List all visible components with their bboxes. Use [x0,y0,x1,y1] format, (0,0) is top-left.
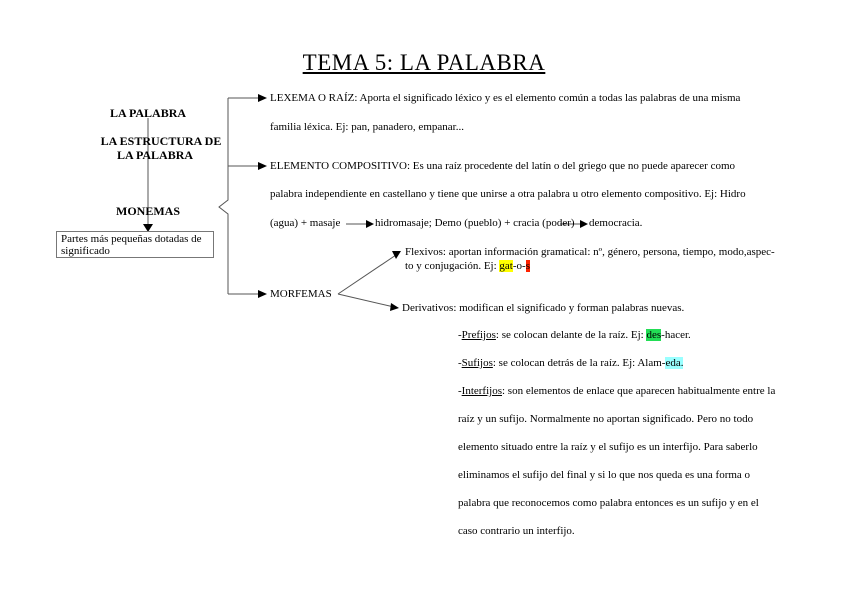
compositivo-line1: ELEMENTO COMPOSITIVO: Es una raíz procedente del latín o del griego que no puede aparecer como [270,160,736,172]
compositivo-line3c: democracia. [589,217,643,229]
lexema-line1: LEXEMA O RAÍZ: Aporta el significado léxico y es el elemento común a todas las palabras de una misma [270,92,741,104]
compositivo-line3a: (agua) + masaje [270,217,341,229]
sufijos-line: -Sufijos: se colocan detrás de la raíz. Ej: Alam-eda. [458,357,684,369]
example-s: s [525,260,530,272]
page-title: TEMA 5: LA PALABRA [302,50,546,75]
interfijos-line3: elemento situado entre la raíz y el sufijo es un interfijo. Para saberlo [458,441,758,453]
lexema-line2: familia léxica. Ej: pan, panadero, empanar... [270,121,464,133]
monemas-definition-box: Partes más pequeñas dotadas de significado [56,231,214,258]
label-estructura-line2: LA PALABRA [116,148,194,162]
compositivo-line2: palabra independiente en castellano y tiene que unirse a otra palabra u otro elemento compositivo. Ej: Hidro [270,188,746,200]
interfijos-line2: raíz y un sufijo. Normalmente no aportan significado. Pero no todo [458,413,754,425]
interfijos-line1: -Interfijos: son elementos de enlace que aparecen habitualmente entre la [458,385,776,397]
flexivos-line2: to y conjugación. Ej: gat-o-s [405,260,530,272]
interfijos-line5: palabra que reconocemos como palabra entonces es un sufijo y en el [458,497,759,509]
label-monemas: MONEMAS [116,204,180,218]
interfijos-line6: caso contrario un interfijo. [458,525,575,537]
interfijos-line4: eliminamos el sufijo del final y si lo que nos queda es una forma o [458,469,751,481]
flexivos-line1: Flexivos: aportan información gramatical: nº, género, persona, tiempo, modo,aspec- [405,246,775,258]
label-la-palabra: LA PALABRA [109,106,187,120]
example-gat: gat [499,260,513,272]
compositivo-line3b: hidromasaje; Demo (pueblo) + cracia (poder) [375,217,575,229]
prefijos-line: -Prefijos: se colocan delante de la raíz. Ej: des-hacer. [458,329,691,341]
example-eda: eda. [665,357,684,369]
morfemas-label: MORFEMAS [270,288,332,300]
label-estructura-line1: LA ESTRUCTURA DE [100,134,222,148]
derivativos-line: Derivativos: modifican el significado y forman palabras nuevas. [402,302,685,314]
example-des: des [646,329,662,341]
